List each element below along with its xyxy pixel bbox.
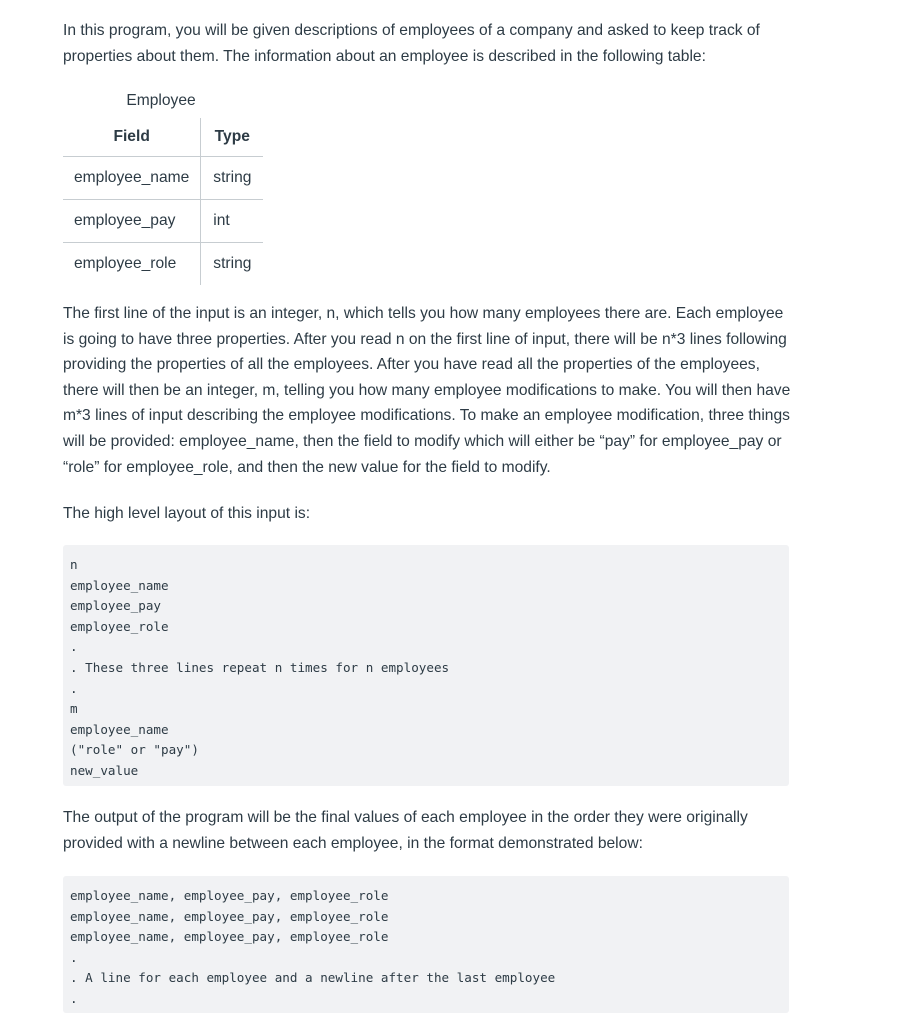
cell-type: string xyxy=(213,169,252,186)
table-header-row xyxy=(63,118,263,157)
employee-table-container xyxy=(63,88,263,285)
input-description-paragraph: The first line of the input is an integer, n, which tells you how many employees there are. Each employee is going to have three properties. After you read n on the first line of input, there will be n*3 lines following providing the properties of all the employees. After you have read all the properties of the employees, there will then be an integer, m, telling you how many employee modifications to make. You will then have m*3 lines of input describing the employee modifications. To make an employee modification, three things will be provided: employee_name, then the field to modify which will either be “pay” for employee_pay or “role” for employee_role, and then the new value for the field to modify. xyxy=(63,305,791,476)
table-caption: Employee xyxy=(126,92,196,109)
cell-field: employee_pay xyxy=(63,200,201,243)
table-row xyxy=(63,243,263,286)
layout-intro-paragraph: The high level layout of this input is: xyxy=(63,505,311,522)
cell-type: string xyxy=(201,243,264,286)
header-field: Field xyxy=(63,118,201,157)
header-type: Type xyxy=(214,128,250,145)
cell-type: int xyxy=(201,200,264,243)
employee-fields-table xyxy=(63,118,263,285)
cell-field: employee_name xyxy=(63,157,201,200)
output-format-code-block: employee_name, employee_pay, employee_role employee_name, employee_pay, employee_role employee_name, employee_pay, employee_role . . A line for each employee and a newline after the last employee . xyxy=(63,876,789,1013)
cell-field: employee_role xyxy=(63,243,201,286)
table-row xyxy=(63,157,263,200)
table-row xyxy=(63,200,263,243)
input-layout-code-block: n employee_name employee_pay employee_role . . These three lines repeat n times for n employees . m employee_name ("role" or "pay") new_value xyxy=(63,545,789,786)
output-intro-paragraph: The output of the program will be the final values of each employee in the order they were originally provided with a newline between each employee, in the format demonstrated below: xyxy=(63,809,748,852)
intro-paragraph: In this program, you will be given descriptions of employees of a company and asked to keep track of properties about them. The information about an employee is described in the following table: xyxy=(63,22,760,65)
